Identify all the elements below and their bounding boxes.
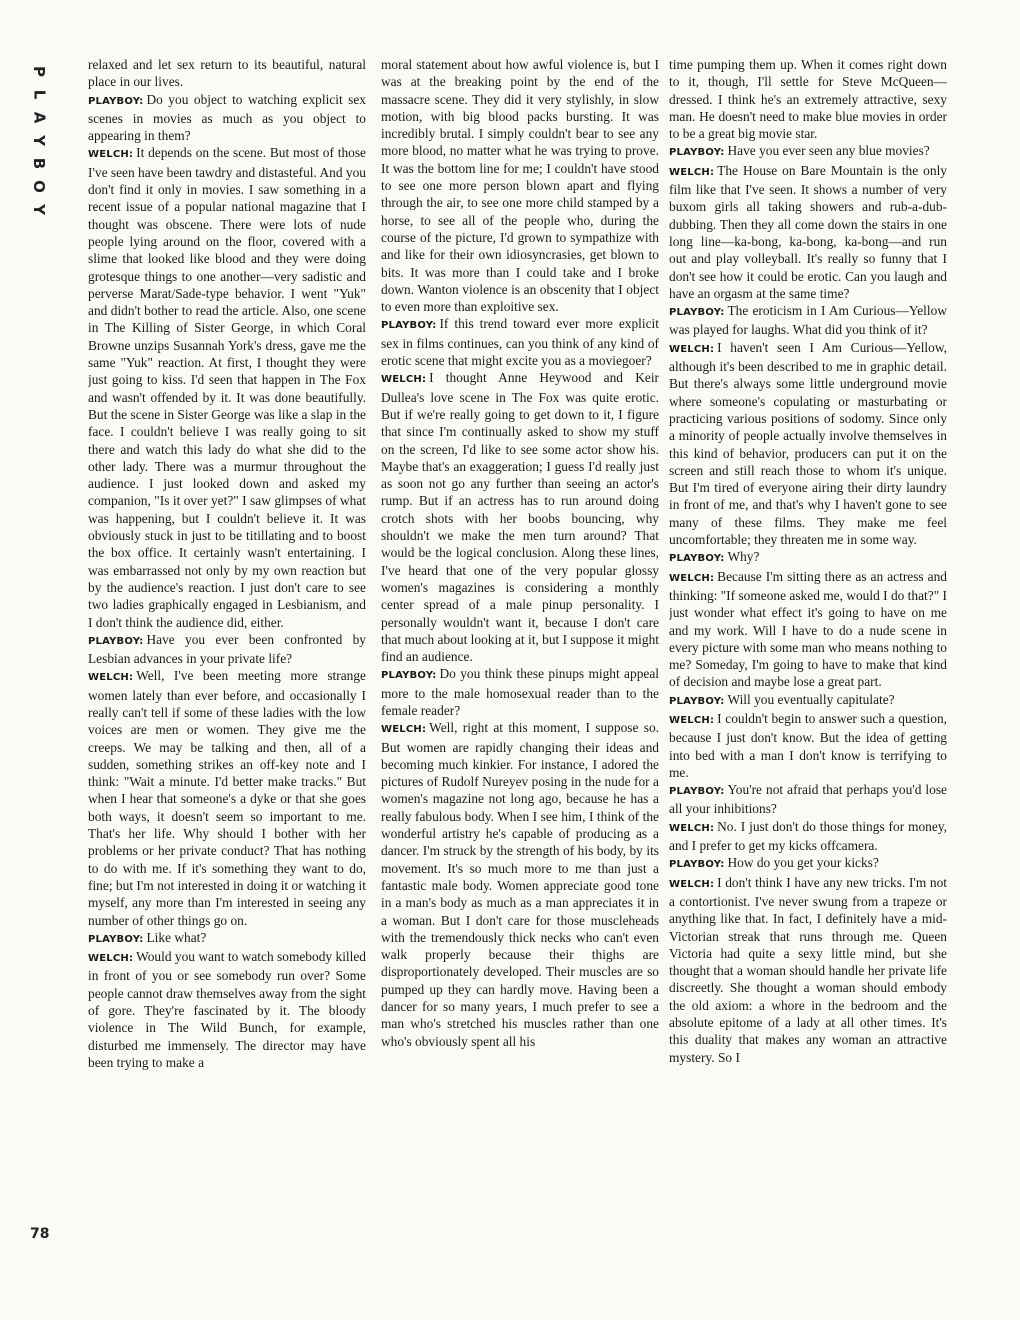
speaker-label: PLAYBOY:: [381, 670, 437, 682]
paragraph-text: Have you ever been confronted by Lesbian advances in your private life?: [88, 631, 366, 667]
paragraph-text: I haven't seen I Am Curious—Yellow, although it's been described to me in graphic detail. But there's always some little underground movie where someone's copulating or masturbating or practicing various positions of sodomy. Since only a minority of people actually involve themselves in this kind of behavior, producers can put it on the screen and still reach those to whom it's unique. But I'm tired of everyone airing their dirty laundry in front of me, and that's why I haven't gone to see many of these films. They make me feel uncomfortable; they threaten me in some way.: [669, 339, 947, 548]
interview-paragraph: [88, 948, 366, 1071]
speaker-label: WELCH:: [669, 166, 715, 178]
page-number: 78: [30, 1226, 50, 1242]
interview-paragraph: [669, 710, 947, 781]
speaker-label: PLAYBOY:: [669, 695, 725, 707]
speaker-label: WELCH:: [669, 572, 715, 584]
interview-paragraph: [669, 162, 947, 302]
masthead-letter: B: [29, 157, 48, 170]
interview-paragraph: [669, 339, 947, 549]
paragraph-text: Do you think these pinups might appeal more to the male homosexual reader than to the female reader?: [381, 666, 659, 718]
interview-paragraph: [88, 144, 366, 630]
speaker-label: PLAYBOY:: [669, 786, 725, 798]
speaker-label: WELCH:: [88, 672, 134, 684]
speaker-label: WELCH:: [88, 149, 134, 161]
interview-paragraph: [88, 929, 366, 948]
paragraph-text: The eroticism in I Am Curious—Yellow was played for laughs. What did you think of it?: [669, 303, 947, 338]
paragraph-text: Well, right at this moment, I suppose so. But women are rapidly changing their ideas and becoming much kinkier. For instance, I adored the pictures of Rudolf Nureyev posing in the nude for a women's magazine not long ago, because he has a really fabulous body. When I see him, I think of the wonderful artistry he's capable of producing as a dancer. I'm struck by the strength of his body, by its movement. It's so much more to me than just a fantastic male body. Women appreciate good tone in a man's body as much as a man appreciates it in a woman. But I don't care for those muscleheads with the tremendously thick necks who can't even walk properly because their thighs are disproportionately developed. Their muscles are so pumped up they can hardly move. Having been a dancer for so many years, I much prefer to see a man who's stretched his muscles rather than one who's obviously spent all his: [381, 720, 659, 1049]
paragraph-text: time pumping them up. When it comes right down to it, though, I'll settle for Steve McQueen—dressed. I think he's an extremely attractive, sexy man. He doesn't need to make blue movies in order to be a great big movie star.: [669, 57, 947, 142]
paragraph-text: The House on Bare Mountain is the only film like that I've seen. It shows a number of very buxom girls all taking showers and rub-a-dub-dubbing. Then they all come down the stairs in one long line—ka-bong, ka-bong, ka-bong—and run out and play volleyball. It's really so funny that I don't see how it could be erotic. Can you laugh and have an orgasm at the same time?: [669, 162, 947, 301]
paragraph-text: How do you get your kicks?: [727, 855, 879, 871]
interview-paragraph: [669, 56, 947, 142]
paragraph-text: I don't think I have any new tricks. I'm not a contortionist. I've never swung from a trapeze or anything like that. In fact, I definitely have a mid-Victorian streak that runs through me. Queen Victoria had quite a sexy little mind, but she thought that a woman should handle her private life discreetly. She thought a woman should embody the old axiom: a whore in the bedroom and the absolute epitome of a lady at all other times. It's this duality that makes any woman an attractive mystery. So I: [669, 874, 947, 1065]
masthead-letter: Y: [29, 135, 48, 146]
speaker-label: PLAYBOY:: [88, 95, 144, 107]
speaker-label: WELCH:: [669, 714, 715, 726]
speaker-label: WELCH:: [669, 878, 715, 890]
paragraph-text: moral statement about how awful violence is, but I was at the breaking point by the end of the massacre scene. They did it very stylishly, in slow motion, with big blood packs bursting. It was incredibly brutal. I simply couldn't bear to see any more blood, no matter what he was trying to prove. It was the bottom line for me; I couldn't have stood to see one more person blown apart and flying through the air, to see one more child stamped by a horse, to see all of the people who, during the course of the picture, I'd grown to sympathize with and like for their own idiosyncrasies, get blown to bits. It was more than I could take and I broke down. Wanton violence is an obscenity that I object to even more than exploitive sex.: [381, 57, 659, 315]
masthead-letter: P: [29, 66, 48, 77]
interview-paragraph: [669, 142, 947, 161]
text-column-3: [669, 56, 947, 1271]
paragraph-text: Because I'm sitting there as an actress and thinking: "If someone asked me, would I do that?" I just wonder what effect it's going to have on me and my work. Will I have to do a nude scene in every picture with some man who means nothing to me? Someday, I'm going to have to make that kind of decision and maybe lose a great part.: [669, 568, 947, 690]
speaker-label: PLAYBOY:: [669, 307, 725, 319]
paragraph-text: Why?: [727, 549, 760, 565]
paragraph-text: Like what?: [146, 929, 207, 945]
masthead-letter: L: [29, 89, 48, 100]
paragraph-text: Have you ever seen any blue movies?: [727, 143, 930, 159]
paragraph-text: No. I just don't do those things for money, and I prefer to get my kicks offcamera.: [669, 818, 947, 854]
interview-paragraph: [669, 691, 947, 710]
interview-paragraph: [669, 818, 947, 855]
speaker-label: WELCH:: [88, 953, 134, 965]
speaker-label: PLAYBOY:: [669, 553, 725, 565]
interview-paragraph: [381, 56, 659, 315]
interview-paragraph: [669, 568, 947, 691]
paragraph-text: Do you object to watching explicit sex scenes in movies as much as you object to appearing in them?: [88, 91, 366, 144]
interview-paragraph: [381, 665, 659, 719]
paragraph-text: It depends on the scene. But most of those I've seen have been tawdry and distasteful. And you don't find it only in movies. I saw something in a recent issue of a popular national magazine that I thought was obscene. There were lots of nude people lying around on the floor, covered with a slime that looked like blood and they were doing grotesque things to one another—very sadistic and perverse Marat/Sade-type behavior. I went "Yuk" and didn't bother to read the article. Also, one scene in The Killing of Sister George, in which Coral Browne unzips Susannah York's dress, gave me the same "Yuk" reaction. At first, I thought they were just going to kiss. I'd seen that happen in The Fox and wasn't offended by it. It was done beautifully. But the scene in Sister George was like a slap in the face. I couldn't believe I was really going to sit there and watch this lady do what she did to the other lady. There was a murmur throughout the audience. I just looked down and asked my companion, "Is it over yet?" I saw glimpses of what was happening, but I couldn't believe it. It was obviously stuck in just to be titillating and to boost the box office. It certainly wasn't entertaining. I was embarrassed not only by my own reaction but by the audience's reaction. I just don't care to see two ladies graphically engaged in Lesbianism, and I don't think the audience did, either.: [88, 145, 366, 630]
paragraph-text: Well, I've been meeting more strange women lately than ever before, and occasionally I really can't tell if some of these ladies with the low voices are men or women. They give me the creeps. We may be talking and then, all of a sudden, something strikes an off-key note and I think: "Wait a minute. I'd better make tracks." But when I hear that someone's a dyke or that she goes both ways, it doesn't seem so important to me. That's her life. Why should I bother with her problems or her private conduct? That has nothing to do with me. If it's something they want to do, fine; but I'm not interested in doing it or watching it myself, any more than I'm interested in seeing any number of other things go on.: [88, 668, 366, 928]
paragraph-text: If this trend toward ever more explicit sex in films continues, can you think of any kind of erotic scene that might excite you as a moviegoer?: [381, 316, 659, 369]
masthead-letter: O: [29, 180, 48, 193]
speaker-label: PLAYBOY:: [669, 859, 725, 871]
speaker-label: PLAYBOY:: [381, 320, 437, 332]
interview-paragraph: [669, 302, 947, 339]
interview-paragraph: [381, 369, 659, 665]
paragraph-text: relaxed and let sex return to its beautiful, natural place in our lives.: [88, 57, 366, 90]
text-column-1: [88, 56, 366, 1271]
interview-paragraph: [88, 667, 366, 928]
interview-paragraph: [381, 719, 659, 1050]
speaker-label: WELCH:: [669, 822, 715, 834]
masthead-letter: A: [29, 111, 48, 124]
paragraph-text: I thought Anne Heywood and Keir Dullea's love scene in The Fox was quite erotic. But if we're really going to get down to it, I figure that since I'm continually asked to show my stuff on the screen, I'd like to see some actor show his. Maybe that's an exaggeration; I guess I'd really just as soon not go any further than seeing an actor's rump. But if an actress has to run around doing crotch shots with her boobs bouncing, why shouldn't we make the men turn around? That would be the logical conclusion. Along these lines, I've heard that one of the very popular glossy women's magazines is considering a monthly center spread of a male pinup personality. I personally wouldn't want it, because I don't care that much about looking at it, but I suppose it might find an audience.: [381, 370, 659, 665]
speaker-label: WELCH:: [381, 724, 427, 736]
article-body: [0, 56, 1020, 1271]
speaker-label: PLAYBOY:: [88, 933, 144, 945]
interview-paragraph: [669, 854, 947, 873]
interview-paragraph: [88, 91, 366, 145]
interview-paragraph: [669, 874, 947, 1066]
speaker-label: WELCH:: [381, 374, 427, 386]
paragraph-text: I couldn't begin to answer such a question, because I just don't know. But the idea of getting into bed with a man I don't know is terrifying to me.: [669, 710, 947, 780]
speaker-label: PLAYBOY:: [669, 147, 725, 159]
masthead-letter: Y: [29, 204, 48, 215]
paragraph-text: Will you eventually capitulate?: [727, 691, 895, 707]
interview-paragraph: [88, 631, 366, 668]
interview-paragraph: [381, 315, 659, 369]
speaker-label: PLAYBOY:: [88, 635, 144, 647]
text-column-2: [381, 56, 659, 1271]
interview-paragraph: [669, 548, 947, 567]
speaker-label: WELCH:: [669, 343, 715, 355]
paragraph-text: Would you want to watch somebody killed in front of you or see somebody run over? Some people cannot draw themselves away from the sight of gore. They're fascinated by it. The bloody violence in The Wild Bunch, for example, disturbed me immensely. The director may have been trying to make a: [88, 949, 366, 1070]
paragraph-text: You're not afraid that perhaps you'd lose all your inhibitions?: [669, 782, 947, 817]
interview-paragraph: [669, 781, 947, 818]
interview-paragraph: [88, 56, 366, 91]
